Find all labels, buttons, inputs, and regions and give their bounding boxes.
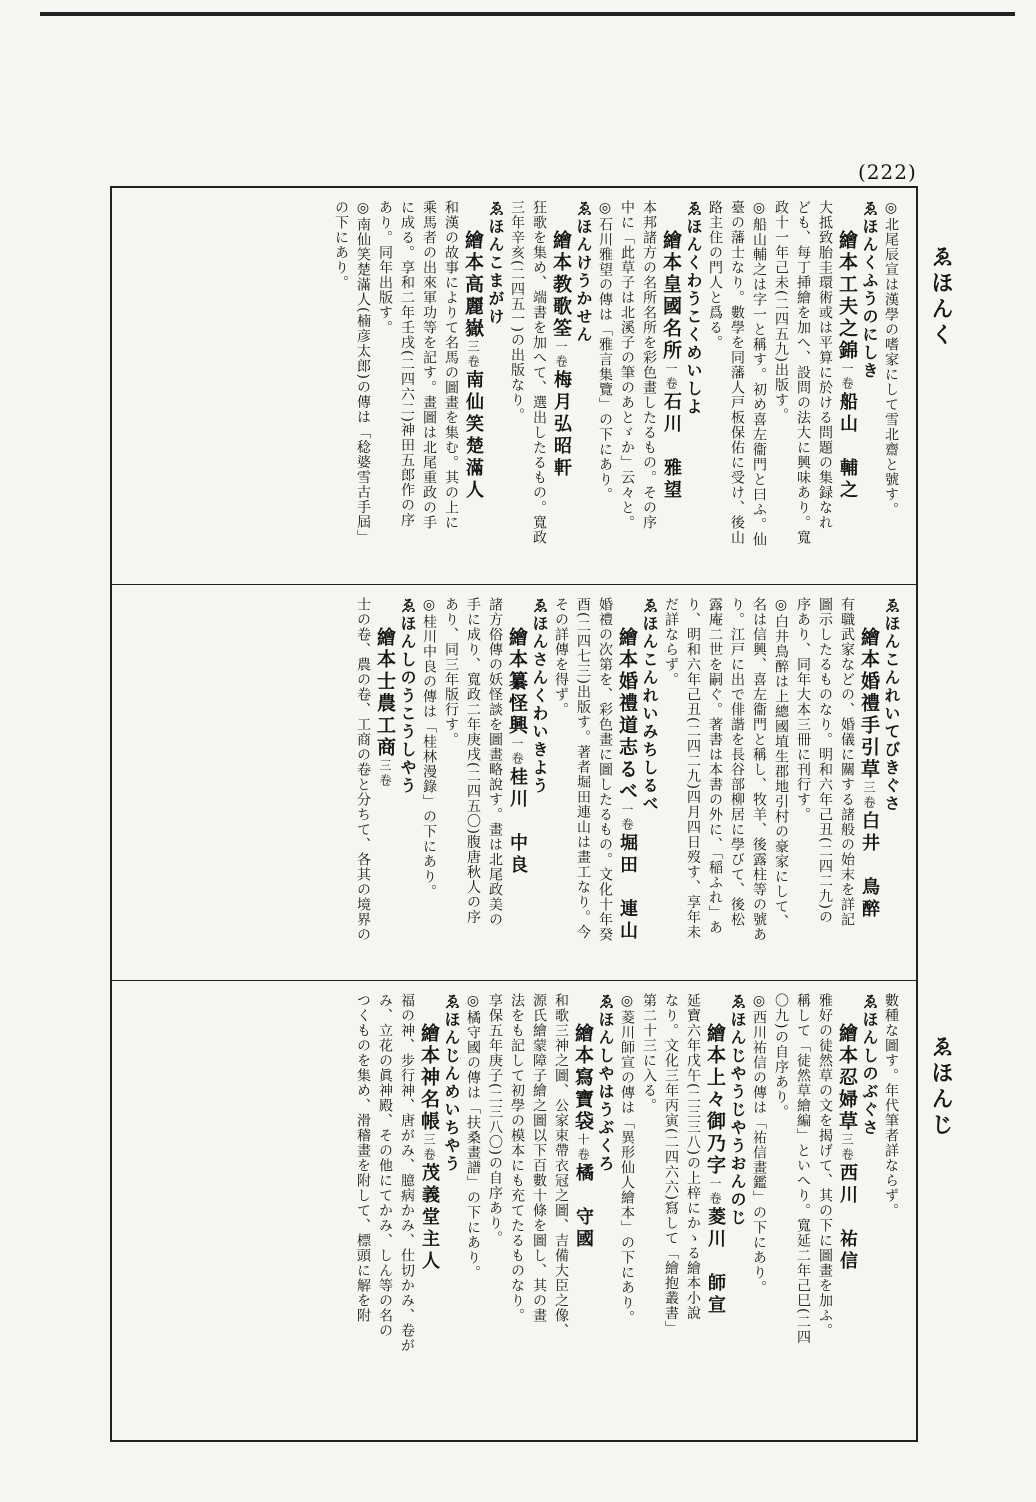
entry-body-line: ども、每丁挿繪を加へ、設問の法大に興味あり。寬 — [795, 200, 811, 545]
entry-body-line: 圖示したるものなり。明和六年己丑(二四二九)の — [817, 597, 833, 925]
entry-author: 石川 雅望 — [661, 392, 682, 502]
running-head-left: ゑほんじ — [928, 1035, 954, 1139]
entry-body-line: つくものを集め、滑稽畫を附して、標頭に解を附 — [355, 993, 371, 1323]
entry-heading: ゑほんしのうこうしやう — [398, 597, 417, 795]
entry-title-line — [660, 200, 682, 577]
entry-volumes: 一卷 — [664, 362, 678, 392]
entry-body-line: あり。同年出版す。 — [377, 200, 393, 335]
entry-body-line: あり、同三年版行す。 — [443, 597, 459, 747]
entry-body-line: り、明和六年己丑(二四二九)四月四日歿す、享年未 — [685, 597, 701, 940]
entry-author: 桂川 中良 — [507, 767, 528, 877]
tier-middle — [112, 584, 916, 979]
entry-body-line: 臺の藩士なり。數學を同藩人戸板保佑に受け、後山 — [729, 200, 745, 545]
entry-heading: ゑほんしのぶぐさ — [860, 993, 879, 1137]
entry-body-line: 雅好の徒然草の文を揭げて、其の下に圖畫を加ふ。 — [817, 993, 833, 1338]
entry-body-line: 政十一年己未(二四五九)出版す。 — [773, 200, 789, 423]
entry-body-line: 稱して「徒然草繪編」といへり。寬延二年己巳(二四 — [795, 993, 811, 1345]
entry-heading: ゑほんしやはうぶくろ — [596, 993, 615, 1173]
entry-body-line: 大抵致胎圭環術或は平算に於ける問題の集録なれ — [817, 200, 833, 530]
entry-title: 繪本忍婦草 — [836, 1023, 858, 1133]
entry-body-line: 中に「此草子は北溪子の筆のあとゞか」云々と。 — [619, 200, 635, 530]
entry-volumes: 三卷 — [422, 1133, 436, 1163]
entry-author: 堀田 連山 — [617, 833, 638, 943]
entry-volumes: 一卷 — [840, 362, 854, 392]
entry-title: 繪本纂怪興 — [506, 627, 528, 737]
entry-volumes: 三卷 — [862, 781, 876, 811]
entry-body-line: 乘馬者の出來軍功等を記す。畫圖は北尾重政の手 — [421, 200, 437, 530]
entry-body-line: 和歌三神之圖、公家束帶衣冠之圖、吉備大臣之像、 — [553, 993, 569, 1338]
entry-title-line — [616, 597, 638, 973]
entry-body-line: み、立花の眞神殿、その他にてかみ、しん等の名の — [377, 993, 393, 1338]
entry-title-line — [550, 200, 572, 577]
entry-body-line: 路主住の門人と爲る。 — [707, 200, 723, 350]
entry-body-line: に成る。享和二年壬戌(二四六二)神田五郎作の序 — [399, 200, 415, 528]
entry-body-line: 法をも記して初學の模本にも充てたるものなり。 — [509, 993, 525, 1323]
entry-heading: ゑほんこんれいてびきぐさ — [882, 597, 901, 813]
entry-title-line — [704, 993, 726, 1434]
entry-title-line — [836, 200, 858, 577]
entry-body-line: 三年辛亥(二四五一)の出版なり。 — [509, 200, 525, 423]
entry-author: 白井 鳥醉 — [859, 811, 880, 921]
entry-note: ◎北尾辰宣は漢學の嗜家にして雪北齋と號す。 — [883, 200, 899, 517]
entry-body-line: 士の卷、農の卷、工商の卷と分ちて、各其の境界の — [355, 597, 371, 942]
entry-author: 南仙笑楚滿人 — [463, 370, 484, 502]
entry-body-line: 第二十三に入る。 — [641, 993, 657, 1113]
entry-volumes: 一卷 — [554, 340, 568, 370]
entry-author: 船山 輔之 — [837, 392, 858, 502]
entry-title: 繪本婚禮道志るべ — [616, 627, 638, 803]
entry-author: 菱川 師宣 — [705, 1207, 726, 1317]
entry-title: 繪本婚禮手引草 — [858, 627, 880, 781]
entry-body-line: 〇九)の自序あり。 — [773, 993, 789, 1120]
entry-body-line: 婚禮の次第を、彩色畫に圖したるもの。文化十年癸 — [597, 597, 613, 942]
entry-volumes: 三卷 — [378, 759, 392, 789]
entry-title: 繪本寫寶袋 — [572, 1023, 594, 1133]
entry-author: 茂義堂主人 — [419, 1163, 440, 1273]
entry-volumes: 一卷 — [510, 737, 524, 767]
entry-author: 梅月弘昭軒 — [551, 370, 572, 480]
entry-body-line: 和漢の故事によりて名馬の圖畫を集む。其の上に — [443, 200, 459, 530]
entry-body-line: 序あり、同年大本三冊に刊行す。 — [795, 597, 811, 822]
entry-body-line: なり。文化三年丙寅(二四六六)寫して「繪抱叢書」 — [663, 993, 679, 1336]
entry-heading: ゑほんこまがけ — [486, 200, 505, 326]
entry-title: 繪本神名帳 — [418, 1023, 440, 1133]
entry-body-line: だ詳ならず。 — [663, 597, 679, 687]
entry-body-line: 名は信興、喜左衞門と稱し、牧羊、後露柱等の號あ — [751, 597, 767, 942]
entry-title-line — [418, 993, 440, 1434]
entry-body-line: ◎橘守國の傳は「扶桑畫譜」の下にあり。 — [465, 993, 481, 1280]
entry-title: 繪本高麗嶽 — [462, 230, 484, 340]
entry-body-line: り。江戸に出で俳諧を長谷部柳居に學びて、後松 — [729, 597, 745, 927]
entry-title-line — [858, 597, 880, 973]
entry-heading: ゑほんくわうこくめいしよ — [684, 200, 703, 416]
entry-body-line: 手に成り、寬政二年庚戌(二四五〇)腹唐秋人の序 — [465, 597, 481, 925]
entry-body-line: 延寶六年戊午(二三三八)の上梓にかゝる繪本小說 — [685, 993, 701, 1321]
entry-title: 繪本工夫之錦 — [836, 230, 858, 362]
entry-body-line: 福の神、步行神、唐がみ、臆病かみ、仕切かみ、卷が — [399, 993, 415, 1353]
entry-body-line: ◎南仙笑楚滿人(楠彦太郎)の傳は「稔婆雪古手屆」 — [355, 200, 371, 545]
entry-title-line — [506, 597, 528, 973]
entry-body-line: 諸方俗傳の妖怪談を圖畫略說す。畫は北尾政美の — [487, 597, 503, 927]
running-head-right: ゑほんく — [928, 245, 954, 349]
entry-body-line: ◎船山輔之は字一と稱す。初め喜左衞門と曰ふ。仙 — [751, 200, 767, 547]
entry-volumes: 一卷 — [708, 1177, 722, 1207]
entry-body-line: 有職武家などの、婚儀に關する諸般の始末を詳記 — [839, 597, 855, 927]
entry-title-line — [374, 597, 396, 973]
entry-body-line: ◎西川祐信の傳は「祐信畫鑑」の下にあり。 — [751, 993, 767, 1295]
entry-heading: ゑほんけうかせん — [574, 200, 593, 344]
entry-body-line: ◎白井鳥醉は上總國埴生郡地引村の豪家にして、 — [773, 597, 789, 929]
entry-title-line — [462, 200, 484, 577]
entry-heading: ゑほんさんくわいきよう — [530, 597, 549, 795]
entry-heading: ゑほんこんれいみちしるべ — [640, 597, 659, 813]
entry-body-line: その詳傳を得ず。 — [553, 597, 569, 717]
entry-title: 繪本士農工商 — [374, 627, 396, 759]
entry-title: 繪本皇國名所 — [660, 230, 682, 362]
tier-bottom — [112, 980, 916, 1440]
page-number: (222) — [858, 160, 917, 184]
entry-volumes: 十卷 — [576, 1133, 590, 1163]
entry-author: 橘 守國 — [573, 1163, 594, 1251]
entry-title-line — [836, 993, 858, 1434]
entry-title-line — [572, 993, 594, 1434]
entry-body-line: 數種な圖す。年代筆者詳ならず。 — [883, 993, 899, 1218]
entry-title: 繪本上々御乃字 — [704, 1023, 726, 1177]
entry-body-line: 酉(二四七三)出版す。著者堀田連山は畫工なり。今 — [575, 597, 591, 940]
entry-volumes: 一卷 — [620, 803, 634, 833]
entry-heading: ゑほんくふうのにしき — [860, 200, 879, 380]
entry-body-line: 狂歌を集め、端書を加へて、選出したるもの。寬政 — [531, 200, 547, 545]
entry-heading: ゑほんじんめいちやう — [442, 993, 461, 1173]
entry-volumes: 三卷 — [840, 1133, 854, 1163]
page-frame — [110, 186, 918, 1442]
entry-author: 西川 祐信 — [837, 1163, 858, 1273]
entry-body-line: 露庵二世を嗣ぐ。著書は本書の外に、「稲ふれ」あ — [707, 597, 723, 935]
entry-body-line: 源氏繪蒙障子繪之圖以下百數十條を圖し、其の畫 — [531, 993, 547, 1323]
entry-body-line: ◎菱川師宣の傳は「異形仙人繪本」の下にあり。 — [619, 993, 635, 1325]
entry-heading: ゑほんじやうじやうおんのじ — [728, 993, 747, 1227]
entry-body-line: 本邦諸方の名所名所を彩色畫したるもの。その序 — [641, 200, 657, 530]
entry-body-line: ◎桂川中良の傳は「桂林漫錄」の下にあり。 — [421, 597, 437, 899]
entry-body-line: の下にあり。 — [333, 200, 349, 290]
entry-body-line: 享保五年庚子(二三八〇)の自序あり。 — [487, 993, 503, 1246]
entry-volumes: 三卷 — [466, 340, 480, 370]
top-rule — [40, 12, 1015, 16]
tier-top — [112, 188, 916, 583]
entry-body-line: ◎石川雅望の傳は「雅言集覽」の下にあり。 — [597, 200, 613, 502]
entry-title: 繪本教歌筌 — [550, 230, 572, 340]
